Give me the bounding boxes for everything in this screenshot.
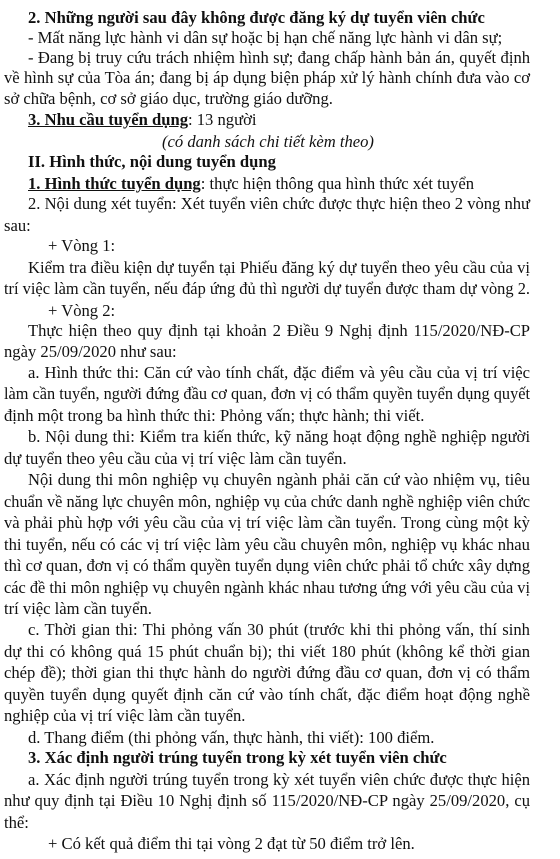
text-run: quyền tuyển dụng quyết định căn cứ vào tính chất, đặc điểm hoạt động nghề xyxy=(4,685,530,704)
text-run: 3. Xác định người trúng tuyển trong kỳ xét tuyển viên chức xyxy=(28,748,447,767)
text-run: - Mất năng lực hành vi dân sự hoặc bị hạn chế năng lực hành vi dân sự; xyxy=(28,28,503,47)
line-text xyxy=(4,810,29,836)
text-run: ngày 25/09/2020 như sau: xyxy=(4,342,177,361)
line-text xyxy=(4,213,31,239)
text-run: + Vòng 1: xyxy=(48,236,116,255)
text-run: định một trong ba hình thức thi: Phỏng vấn; thực hành; thi viết. xyxy=(4,406,425,425)
text-run: (có danh sách chi tiết kèm theo) xyxy=(162,132,374,151)
text-run: : 13 người xyxy=(188,110,257,129)
text-run: - Đang bị truy cứu trách nhiệm hình sự; đang chấp hành bản án, quyết định xyxy=(28,48,531,67)
text-run: chép đề); thời gian thi thực hành do người đứng đầu cơ quan, đơn vị có thẩm xyxy=(4,663,530,682)
text-run: a. Hình thức thi: Căn cứ vào tính chất, đặc điểm và yêu cầu của vị trí việc xyxy=(28,363,531,382)
text-run: và phải phù hợp với yêu cầu của vị trí việc làm cần tuyển. Trong cùng một kỳ xyxy=(4,513,530,532)
line-text xyxy=(48,831,415,857)
text-run: các đề thi môn nghiệp vụ chuyên ngành khác nhau tương ứng với yêu cầu của vị xyxy=(4,578,531,597)
text-run: 3. Nhu cầu tuyển dụng xyxy=(28,110,188,129)
text-run: dự thi có không quá 15 phút chuẩn bị); thi viết 180 phút (không kể thời gian xyxy=(4,642,531,661)
text-run: trí việc làm cần tuyển. xyxy=(4,599,152,618)
text-run: + Có kết quả điểm thi tại vòng 2 đạt từ 50 điểm trở lên. xyxy=(48,834,415,853)
text-run: như quy định tại Điều 10 Nghị định số 115/2020/NĐ-CP ngày 25/09/2020, cụ xyxy=(4,791,530,810)
text-run: thi tuyển, nếu có các vị trí việc làm yêu cầu chuyên môn, nghiệp vụ khác nhau xyxy=(4,535,530,554)
text-run: b. Nội dung thi: Kiểm tra kiến thức, kỹ năng hoạt động nghề nghiệp người xyxy=(28,427,531,446)
text-run: trí việc làm cần tuyển, nếu đáp ứng đủ thì người dự tuyển được tham dự vòng 2. xyxy=(4,279,531,298)
text-run: nghiệp của vị trí việc làm cần tuyển. xyxy=(4,706,246,725)
text-line xyxy=(48,831,560,857)
text-run: về hình sự của Tòa án; đang bị áp dụng biện pháp xử lý hành chính đưa vào cơ xyxy=(4,68,531,87)
text-run: thì cơ quan, đơn vị có thẩm quyền tuyển dụng viên chức phải tổ chức xây dựng xyxy=(4,556,530,575)
text-run: II. Hình thức, nội dung tuyển dụng xyxy=(28,152,276,171)
text-run: sau: xyxy=(4,216,31,235)
text-run: chuẩn về năng lực chuyên môn, nghiệp vụ của chức danh nghề nghiệp viên chức xyxy=(4,492,530,511)
text-run: d. Thang điểm (thi phỏng vấn, thực hành, thi viết): 100 điểm. xyxy=(28,728,435,747)
text-run: 2. Những người sau đây không được đăng ký dự tuyển viên chức xyxy=(28,8,485,27)
text-run: Thực hiện theo quy định tại khoản 2 Điều 9 Nghị định 115/2020/NĐ-CP xyxy=(28,321,531,340)
text-run: thể: xyxy=(4,813,29,832)
text-run: + Vòng 2: xyxy=(48,301,116,320)
text-run: sở chữa bệnh, cơ sở giáo dục, trường giáo dưỡng. xyxy=(4,89,333,108)
text-run: 1. Hình thức tuyển dụng xyxy=(28,174,201,193)
text-run: : thực hiện thông qua hình thức xét tuyển xyxy=(200,174,475,193)
text-run: c. Thời gian thi: Thi phỏng vấn 30 phút (trước khi thi phỏng vấn, thí sinh xyxy=(28,620,530,639)
text-run: Nội dung thi môn nghiệp vụ chuyên ngành phải căn cứ vào nhiệm vụ, tiêu xyxy=(28,470,530,489)
text-run: 2. Nội dung xét tuyển: Xét tuyển viên chức được thực hiện theo 2 vòng như xyxy=(28,194,531,213)
text-run: a. Xác định người trúng tuyển trong kỳ xét tuyển viên chức được thực hiện xyxy=(28,770,531,789)
text-run: làm cần tuyển, người đứng đầu cơ quan, đơn vị có thẩm quyền tuyển dụng quyết xyxy=(4,384,531,403)
text-run: Kiểm tra điều kiện dự tuyển tại Phiếu đăng ký dự tuyển theo yêu cầu của vị xyxy=(28,258,531,277)
text-run: dự tuyển theo yêu cầu của vị trí việc làm cần tuyển. xyxy=(4,449,347,468)
